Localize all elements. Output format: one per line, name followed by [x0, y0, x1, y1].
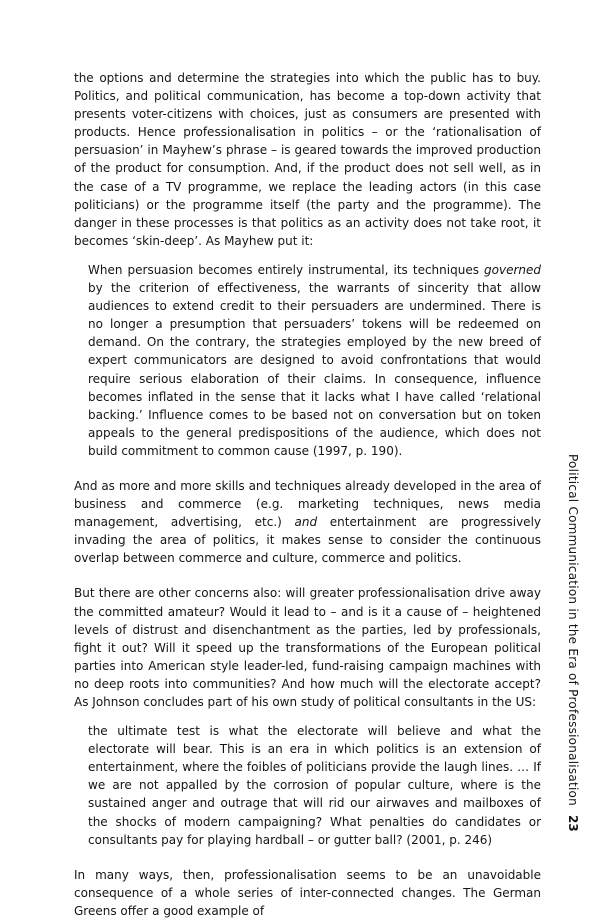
emphasis-governed: governed [484, 262, 541, 277]
running-head [562, 454, 582, 832]
paragraph-unavoidable-consequence: In many ways, then, professionalisation seems to be an unavoidable consequence of a whole series of inter-connected changes. The German Greens offer a good example of [74, 867, 541, 918]
page-number: 23 [566, 814, 580, 832]
quote-text-start: When persuasion becomes entirely instrumental, its techniques [88, 262, 485, 277]
paragraph-commerce-culture [74, 477, 541, 567]
block-quote-johnson: the ultimate test is what the electorate will believe and what the electorate will bear. This is an era in which politics is an extension of entertainment, where the foibles of politicians provide the laugh lines. … If we are not appalled by the corrosion of popular culture, where is the sustained anger and outrage that will rid our airwaves and mailboxes of the shocks of modern campaigning? What penalties do candidates or consultants pay for playing hardball – or gutter ball? (2001, p. 246) [88, 724, 541, 847]
paragraph-options-strategies: the options and determine the strategies into which the public has to buy. Politics, and political communication, has become a top-down activity that presents voter-citizens with choices, just as consumers are presented with products. Hence professionalisation in politics – or the ‘rationalisation of persuasion’ in Mayhew’s phrase – is geared towards the improved production of the product for consumption. And, if the product does not sell well, as in the case of a TV programme, we replace the leading actors (in this case politicians) or the programme itself (the party and the programme). The danger in these processes is that politics as an activity does not take root, it becomes ‘skin-deep’. As Mayhew put it: [74, 71, 541, 248]
page-body [74, 69, 541, 920]
emphasis-and: and [294, 515, 318, 530]
paragraph-text-start: And as more and more skills and techniques already developed in the area of business and commerce (e.g. marketing techniques, news media management, advertising, etc.) [74, 478, 541, 530]
paragraph-text-end: entertainment are progressively invading the area of politics, it makes sense to consider the continuous overlap between commerce and culture, commerce and politics. [74, 515, 541, 566]
running-head-title: Political Communication in the Era of Professionalisation [566, 454, 580, 806]
paragraph-other-concerns: But there are other concerns also: will greater professionalisation drive away the committed amateur? Would it lead to – and is it a cause of – heightened levels of distrust and disenchantment as the parties, led by professionals, fight it out? Will it speed up the transformations of the European political parties into American style leader-led, fund-raising campaign machines with no deep roots into communities? And how much will the electorate accept? As Johnson concludes part of his own study of political consultants in the US: [74, 586, 541, 709]
quote-text-end: by the criterion of effectiveness, the warrants of sincerity that allow audiences to extend credit to their persuaders are undermined. There is no longer a presumption that persuaders’ tokens will be redeemed on demand. On the contrary, the strategies employed by the new breed of expert communicators are designed to avoid confrontations that would require serious elaboration of their claims. In consequence, influence becomes inflated in the sense that it lacks what I have called ‘relational backing.’ Influence comes to be based not on conversation but on token appeals to the general predispositions of the audience, which does not build commitment to common cause (1997, p. 190). [88, 281, 541, 458]
block-quote-mayhew [74, 261, 541, 460]
